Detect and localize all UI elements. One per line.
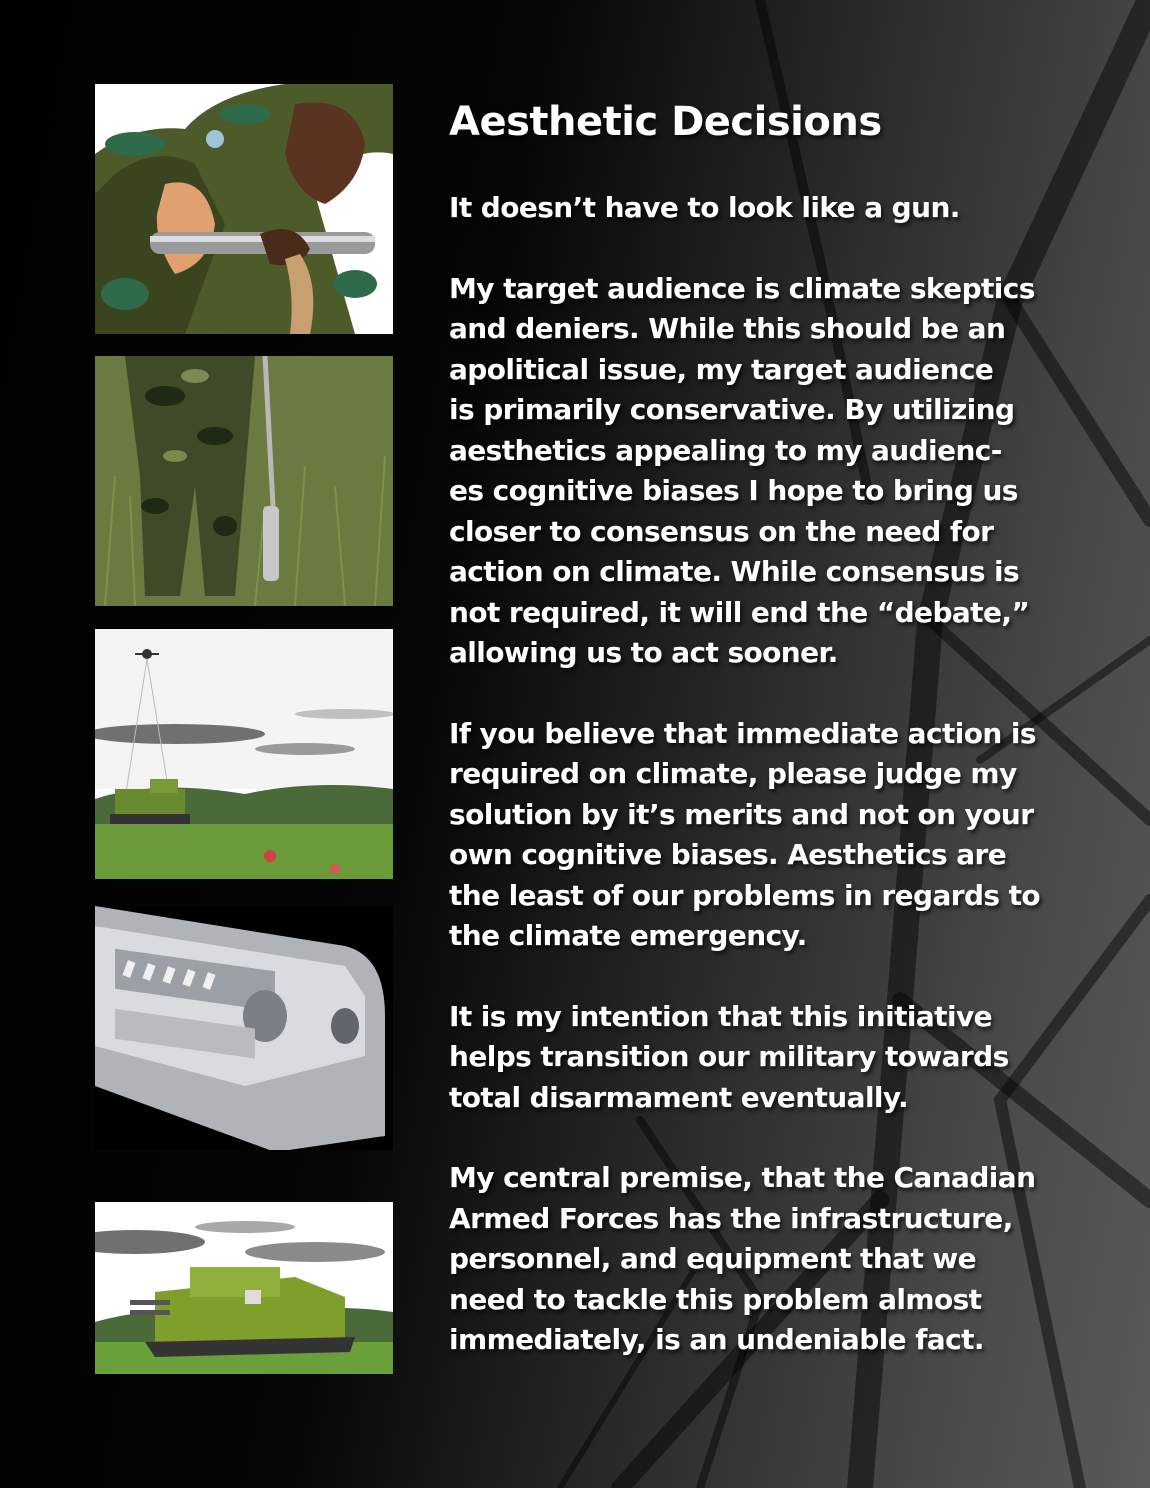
paragraph-premise: My central premise, that the Canadian Armed Forces has the infrastructure, personnel, and equipment that we need to tackle this problem almost immediately, is an undeniable fact. (449, 1161, 1036, 1356)
drone-and-vehicle-in-field (95, 629, 393, 879)
mechanism-cutaway (95, 904, 393, 1150)
article-body (449, 96, 1089, 1401)
page-title: Aesthetic Decisions (449, 99, 882, 145)
green-machine-in-field (95, 1176, 393, 1374)
paragraph-tagline: It doesn’t have to look like a gun. (449, 191, 960, 224)
paragraph-judgement: If you believe that immediate action is required on climate, please judge my solution by it’s merits and not on your own cognitive biases. Aesthetics are the least of our problems in regards to the climate emergency. (449, 716, 1041, 952)
paragraph-intention: It is my intention that this initiative helps transition our military towards total disarmament eventually. (449, 999, 1009, 1114)
soldiers-illustration (95, 84, 393, 334)
paragraph-audience: My target audience is climate skeptics and deniers. While this should be an apolitical issue, my target audience is primarily conservative. By utilizing aesthetics appealing to my audienc- es cognitive biases I hope to bring us closer to consensus on the need for action on climate. While consensus is not required, it will end the “debate,” allowing us to act sooner. (449, 271, 1035, 669)
soldier-legs-in-field (95, 356, 393, 606)
